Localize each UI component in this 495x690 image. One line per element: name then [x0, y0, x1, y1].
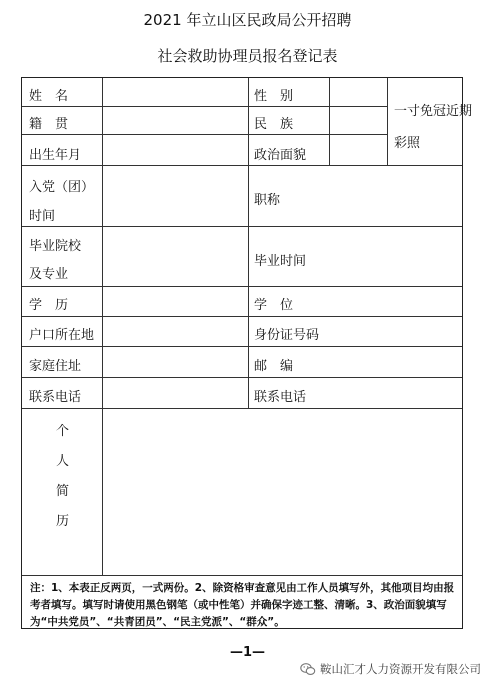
label-hukou: 户口所在地 — [29, 328, 95, 343]
form-title-line1: 2021 年立山区民政局公开招聘 — [143, 11, 352, 29]
form-title-line2: 社会救助协理员报名登记表 — [157, 47, 338, 65]
label-birth-date: 出生年月 — [29, 148, 82, 163]
label-address: 家庭住址 — [29, 359, 82, 374]
label-native-place: 籍 贯 — [29, 117, 69, 132]
page-number: —1— — [229, 645, 266, 660]
label-title-rank: 职称 — [254, 193, 281, 208]
label-graduation-time: 毕业时间 — [254, 254, 307, 269]
label-education: 学 历 — [29, 298, 69, 313]
watermark — [300, 661, 481, 677]
label-resume-char-1: 个 — [56, 424, 70, 439]
label-political-status: 政治面貌 — [254, 148, 307, 163]
label-resume-char-3: 简 — [56, 484, 70, 499]
label-party-join-line2: 时间 — [29, 209, 56, 224]
watermark-text: 鞍山汇才人力资源开发有限公司 — [320, 662, 481, 676]
label-school-line1: 毕业院校 — [29, 239, 82, 254]
label-photo-line1: 一寸免冠近期 — [394, 104, 473, 119]
form-note: 注：1、本表正反两页，一式两份。2、除资格审查意见由工作人员填写外，其他项目均由报考者填写。填写时请使用黑色钢笔（或中性笔）并确保字迹工整、清晰。3、政治面貌填写为“中共党员”、“共青团员”、“民主党派”、“群众”。 — [30, 582, 455, 628]
label-degree: 学 位 — [254, 298, 294, 313]
registration-form-table — [21, 77, 473, 629]
label-phone-2: 联系电话 — [254, 390, 307, 405]
label-name: 姓 名 — [29, 89, 69, 104]
label-postcode: 邮 编 — [254, 359, 294, 374]
label-resume-char-2: 人 — [56, 454, 70, 469]
label-ethnicity: 民 族 — [254, 117, 294, 132]
label-id-number: 身份证号码 — [254, 328, 320, 343]
label-photo-line2: 彩照 — [394, 136, 421, 151]
wechat-icon — [300, 662, 316, 676]
label-phone: 联系电话 — [29, 390, 82, 405]
label-school-line2: 及专业 — [29, 267, 69, 282]
label-gender: 性 别 — [254, 89, 294, 104]
label-resume-char-4: 历 — [56, 514, 70, 529]
label-party-join-line1: 入党（团） — [29, 180, 95, 195]
